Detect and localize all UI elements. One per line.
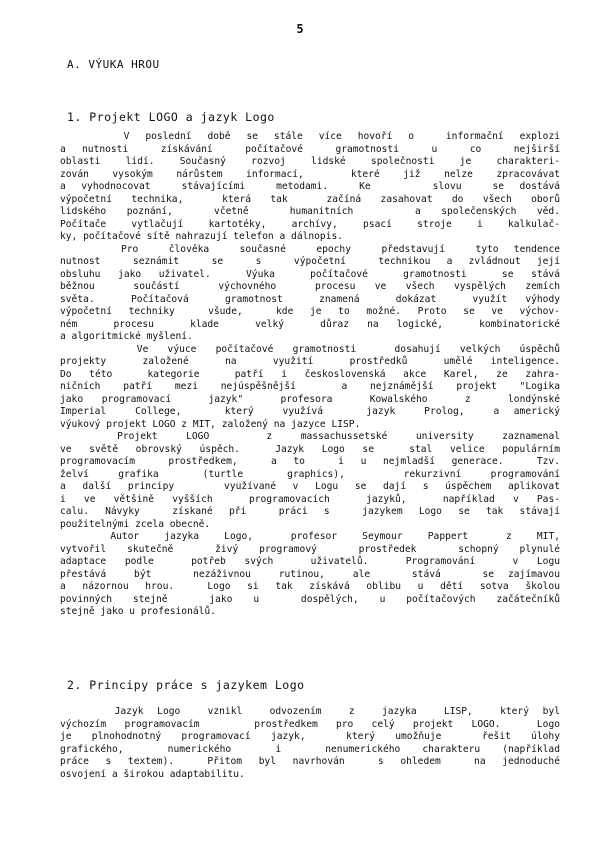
text-line: výukový projekt LOGO z MIT, založený na jazyce LISP. bbox=[60, 418, 361, 430]
text-line: zován vysokým nárůstem informací, které již nelze zpracovávat bbox=[60, 168, 560, 180]
text-line: calu. Návyky získané při práci s jazykem Logo se tak stávají bbox=[60, 506, 560, 517]
text-line: práce s textem). Přitom byl navrhován s ohledem na jednoduché bbox=[60, 756, 560, 767]
text-line: Pro člověka současné epochy představují tyto tendence bbox=[60, 243, 560, 255]
text-line: ničních patří mezi nejúspěšnější a nejznámější projekt "Logika bbox=[60, 381, 560, 392]
text-line: obsluhu jako uživatel. Výuka počítačové gramotnosti se stává bbox=[60, 268, 560, 280]
text-line: Autor jazyka Logo, profesor Seymour Pappert z MIT, bbox=[60, 531, 560, 542]
text-line: ky, počítačové sítě nahrazují telefon a dálnopis. bbox=[60, 231, 344, 242]
text-line: adaptace podle potřeb svých uživatelů. Programování v Logu bbox=[60, 556, 560, 567]
text-line: jako programovací jazyk" profesora Kowalského z londýnské bbox=[60, 393, 560, 405]
text-line: ve světě obrovský úspěch. Jazyk Logo se stal velice populárním bbox=[60, 443, 560, 455]
text-line: Imperial College, který využívá jazyk Prolog, a americký bbox=[60, 406, 560, 417]
text-line: a další principy využívané v Logu se dají s úspěchem aplikovat bbox=[60, 481, 560, 492]
text-line: oblasti lidí. Současný rozvoj lidské společnosti je charakteri- bbox=[60, 156, 560, 167]
text-line: povinných stejně jako u dospělých, u počítačových začátečníků bbox=[60, 593, 560, 605]
text-line: a nutnosti získávání počítačové gramotnosti u co nejširší bbox=[60, 143, 560, 155]
text-line: i ve většině vyšších programovacích jazyků, například v Pas- bbox=[60, 493, 560, 505]
text-line: osvojení a širokou adaptabilitu. bbox=[60, 768, 245, 780]
text-line: Počítače vytlačují kartotéky, archívy, psací stroje i kalkulač- bbox=[60, 218, 560, 230]
text-line: světa. Počítačová gramotnost znamená dokázat využít výhody bbox=[60, 293, 560, 305]
chapter-1-heading: 1. Projekt LOGO a jazyk Logo bbox=[67, 110, 275, 124]
chapter-1-body bbox=[60, 131, 560, 619]
text-line: výchozím programovacím prostředkem pro celý projekt LOGO. Logo bbox=[60, 718, 560, 730]
text-line: želví grafika (turtle graphics), rekurzivní programování bbox=[60, 468, 560, 480]
text-line: ném procesu klade velký důraz na logické, kombinatorické bbox=[60, 318, 560, 330]
text-line: Projekt LOGO z massachussetské university zaznamenal bbox=[60, 431, 560, 442]
text-line: lidského poznání, včetně humanitních a společenských věd. bbox=[60, 206, 560, 217]
text-line: stejně jako u profesionálů. bbox=[60, 606, 216, 617]
text-line: Do této kategorie patří i československá akce Karel, ze zahra- bbox=[60, 368, 560, 380]
text-line: Ve výuce počítačové gramotnosti dosahují velkých úspěchů bbox=[60, 343, 560, 355]
text-line: vytvořil skutečně živý programový prostředek schopný plynulé bbox=[60, 543, 560, 555]
text-line: programovacím prostředkem, a to i u nejmladší generace. Tzv. bbox=[60, 456, 560, 467]
text-line: použitelnými zcela obecně. bbox=[60, 518, 211, 530]
text-line: V poslední době se stále více hovoří o informační explozi bbox=[60, 131, 560, 142]
text-line: nutnost seznámit se s výpočetní technikou a zvládnout její bbox=[60, 256, 560, 267]
chapter-2-heading: 2. Principy práce s jazykem Logo bbox=[67, 678, 305, 692]
text-line: je plnohodnotný programovací jazyk, který umožňuje řešit úlohy bbox=[60, 731, 560, 742]
text-line: výpočetní techniky všude, kde je to možné. Proto se ve výchov- bbox=[60, 306, 560, 317]
text-line: běžnou součástí výchovného procesu ve všech vyspělých zemích bbox=[60, 281, 560, 292]
text-line: výpočetní technika, která tak začíná zasahovat do všech oborů bbox=[60, 193, 560, 205]
page-number: 5 bbox=[296, 22, 304, 36]
text-line: Jazyk Logo vznikl odvozením z jazyka LISP, který byl bbox=[60, 706, 560, 717]
text-line: grafického, numerického i nenumerického charakteru (například bbox=[60, 743, 560, 755]
section-title: A. VÝUKA HROU bbox=[67, 58, 160, 71]
text-line: přestává být nezáživnou rutinou, ale stává se zajímavou bbox=[60, 568, 560, 580]
text-line: a algoritmické myšlení. bbox=[60, 331, 193, 342]
chapter-2-body bbox=[60, 706, 560, 781]
text-line: a vyhodnocovat stávajícími metodami. Ke slovu se dostává bbox=[60, 181, 560, 192]
text-line: projekty založené na využití prostředků umělé inteligence. bbox=[60, 356, 560, 367]
text-line: a názornou hrou. Logo si tak získává oblibu u dětí sotva školou bbox=[60, 581, 560, 592]
